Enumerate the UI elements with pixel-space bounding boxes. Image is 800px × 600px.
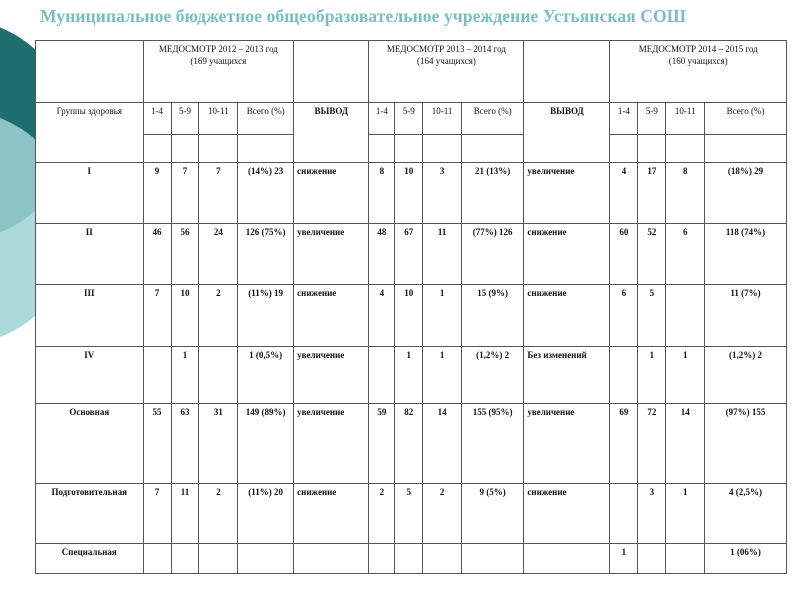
subheader-spacer-row xyxy=(36,135,787,163)
vyvod-header: ВЫВОД xyxy=(524,103,610,163)
value-cell: (97%) 155 xyxy=(705,404,787,484)
group-cell: Основная xyxy=(36,404,144,484)
period-title: МЕДОСМОТР 2012 – 2013 год xyxy=(158,44,278,54)
col-header: 1-4 xyxy=(610,103,638,135)
value-cell: 82 xyxy=(395,404,423,484)
conclusion-cell: снижение xyxy=(294,163,369,224)
value-cell: 1 xyxy=(666,484,705,544)
period-title: МЕДОСМОТР 2014 – 2015 год xyxy=(638,44,758,54)
value-cell xyxy=(610,347,638,404)
value-cell xyxy=(143,347,171,404)
value-cell: 3 xyxy=(638,484,666,544)
value-cell xyxy=(369,347,395,404)
page-title: Муниципальное бюджетное общеобразовательное учреждение Устьянская СОШ xyxy=(40,6,687,26)
period-subtitle: (164 учащихся) xyxy=(416,55,476,66)
col-header: 5-9 xyxy=(171,103,199,135)
value-cell: 149 (89%) xyxy=(238,404,294,484)
value-cell xyxy=(171,544,199,574)
header-empty-cell xyxy=(524,41,610,103)
value-cell xyxy=(638,544,666,574)
value-cell: 1 xyxy=(423,347,462,404)
value-cell xyxy=(610,484,638,544)
group-cell: III xyxy=(36,285,144,347)
conclusion-cell: увеличение xyxy=(524,163,610,224)
value-cell: 4 xyxy=(610,163,638,224)
value-cell xyxy=(143,544,171,574)
period-subtitle: (160 учащихся) xyxy=(668,55,728,66)
value-cell xyxy=(369,544,395,574)
value-cell: 118 (74%) xyxy=(705,224,787,285)
period-header-2013 xyxy=(369,41,524,103)
value-cell: 126 (75%) xyxy=(238,224,294,285)
groups-header: Группы здоровья xyxy=(36,103,144,163)
empty-cell xyxy=(610,135,638,163)
value-cell xyxy=(666,544,705,574)
value-cell: 2 xyxy=(199,285,238,347)
value-cell: 7 xyxy=(143,285,171,347)
conclusion-cell: увеличение xyxy=(524,404,610,484)
value-cell: 67 xyxy=(395,224,423,285)
header-row xyxy=(36,41,787,103)
value-cell: 72 xyxy=(638,404,666,484)
value-cell xyxy=(199,347,238,404)
group-cell: I xyxy=(36,163,144,224)
value-cell: 55 xyxy=(143,404,171,484)
value-cell: 5 xyxy=(638,285,666,347)
value-cell xyxy=(199,544,238,574)
value-cell: 46 xyxy=(143,224,171,285)
conclusion-cell: Без изменений xyxy=(524,347,610,404)
empty-cell xyxy=(199,135,238,163)
empty-cell xyxy=(666,135,705,163)
empty-cell xyxy=(638,135,666,163)
col-header: 10-11 xyxy=(423,103,462,135)
value-cell: 24 xyxy=(199,224,238,285)
value-cell: 155 (95%) xyxy=(461,404,523,484)
value-cell: 21 (13%) xyxy=(461,163,523,224)
period-header-2014 xyxy=(610,41,787,103)
value-cell: 6 xyxy=(610,285,638,347)
medical-checkup-table xyxy=(35,40,787,574)
table-body xyxy=(36,163,787,574)
col-header: 5-9 xyxy=(638,103,666,135)
table-row xyxy=(36,285,787,347)
value-cell: 2 xyxy=(369,484,395,544)
value-cell: 7 xyxy=(171,163,199,224)
value-cell: 56 xyxy=(171,224,199,285)
value-cell: 4 (2,5%) xyxy=(705,484,787,544)
table-row xyxy=(36,404,787,484)
conclusion-cell: увеличение xyxy=(294,224,369,285)
value-cell: 8 xyxy=(369,163,395,224)
value-cell: 1 xyxy=(610,544,638,574)
value-cell xyxy=(423,544,462,574)
value-cell: 48 xyxy=(369,224,395,285)
conclusion-cell xyxy=(524,544,610,574)
subheader-row xyxy=(36,103,787,135)
value-cell: 11 xyxy=(423,224,462,285)
table-row xyxy=(36,163,787,224)
value-cell: 1 (06%) xyxy=(705,544,787,574)
value-cell: 60 xyxy=(610,224,638,285)
value-cell: 1 xyxy=(423,285,462,347)
period-title: МЕДОСМОТР 2013 – 2014 год xyxy=(386,44,506,54)
conclusion-cell xyxy=(294,544,369,574)
value-cell: 9 xyxy=(143,163,171,224)
conclusion-cell: снижение xyxy=(524,484,610,544)
conclusion-cell: снижение xyxy=(524,224,610,285)
value-cell xyxy=(666,285,705,347)
value-cell: 3 xyxy=(423,163,462,224)
header-empty-cell xyxy=(36,41,144,103)
empty-cell xyxy=(143,135,171,163)
value-cell xyxy=(461,544,523,574)
group-cell: II xyxy=(36,224,144,285)
value-cell: 2 xyxy=(199,484,238,544)
value-cell: 10 xyxy=(171,285,199,347)
col-header: 10-11 xyxy=(666,103,705,135)
col-header: Всего (%) xyxy=(705,103,787,135)
value-cell: 4 xyxy=(369,285,395,347)
value-cell: 1 xyxy=(638,347,666,404)
empty-cell xyxy=(369,135,395,163)
value-cell: 14 xyxy=(423,404,462,484)
period-subtitle: (169 учащихся xyxy=(190,55,247,66)
table-row xyxy=(36,544,787,574)
table-row xyxy=(36,484,787,544)
value-cell: (14%) 23 xyxy=(238,163,294,224)
group-cell: Подготовительная xyxy=(36,484,144,544)
value-cell: 7 xyxy=(199,163,238,224)
value-cell: (1,2%) 2 xyxy=(705,347,787,404)
value-cell: 8 xyxy=(666,163,705,224)
col-header: 1-4 xyxy=(143,103,171,135)
value-cell: 69 xyxy=(610,404,638,484)
value-cell: 14 xyxy=(666,404,705,484)
col-header: Всего (%) xyxy=(461,103,523,135)
conclusion-cell: увеличение xyxy=(294,347,369,404)
value-cell: 63 xyxy=(171,404,199,484)
value-cell: (77%) 126 xyxy=(461,224,523,285)
col-header: 10-11 xyxy=(199,103,238,135)
value-cell: 1 (0,5%) xyxy=(238,347,294,404)
value-cell: 31 xyxy=(199,404,238,484)
value-cell: (1,2%) 2 xyxy=(461,347,523,404)
empty-cell xyxy=(171,135,199,163)
conclusion-cell: снижение xyxy=(294,285,369,347)
value-cell: 6 xyxy=(666,224,705,285)
value-cell: 52 xyxy=(638,224,666,285)
group-cell: IV xyxy=(36,347,144,404)
col-header: Всего (%) xyxy=(238,103,294,135)
value-cell: 59 xyxy=(369,404,395,484)
value-cell: (11%) 20 xyxy=(238,484,294,544)
value-cell: (11%) 19 xyxy=(238,285,294,347)
empty-cell xyxy=(461,135,523,163)
value-cell: 10 xyxy=(395,163,423,224)
table-row xyxy=(36,224,787,285)
value-cell: 11 (7%) xyxy=(705,285,787,347)
value-cell: 17 xyxy=(638,163,666,224)
value-cell xyxy=(238,544,294,574)
value-cell: 10 xyxy=(395,285,423,347)
vyvod-header: ВЫВОД xyxy=(294,103,369,163)
value-cell: 2 xyxy=(423,484,462,544)
value-cell: 1 xyxy=(666,347,705,404)
conclusion-cell: снижение xyxy=(294,484,369,544)
group-cell: Специальная xyxy=(36,544,144,574)
col-header: 5-9 xyxy=(395,103,423,135)
conclusion-cell: увеличение xyxy=(294,404,369,484)
value-cell: (18%) 29 xyxy=(705,163,787,224)
value-cell: 1 xyxy=(171,347,199,404)
table-row xyxy=(36,347,787,404)
value-cell: 5 xyxy=(395,484,423,544)
empty-cell xyxy=(705,135,787,163)
empty-cell xyxy=(238,135,294,163)
header-empty-cell xyxy=(294,41,369,103)
period-header-2012 xyxy=(143,41,294,103)
value-cell: 15 (9%) xyxy=(461,285,523,347)
conclusion-cell: снижение xyxy=(524,285,610,347)
value-cell: 11 xyxy=(171,484,199,544)
empty-cell xyxy=(423,135,462,163)
value-cell xyxy=(395,544,423,574)
value-cell: 9 (5%) xyxy=(461,484,523,544)
empty-cell xyxy=(395,135,423,163)
value-cell: 1 xyxy=(395,347,423,404)
col-header: 1-4 xyxy=(369,103,395,135)
value-cell: 7 xyxy=(143,484,171,544)
